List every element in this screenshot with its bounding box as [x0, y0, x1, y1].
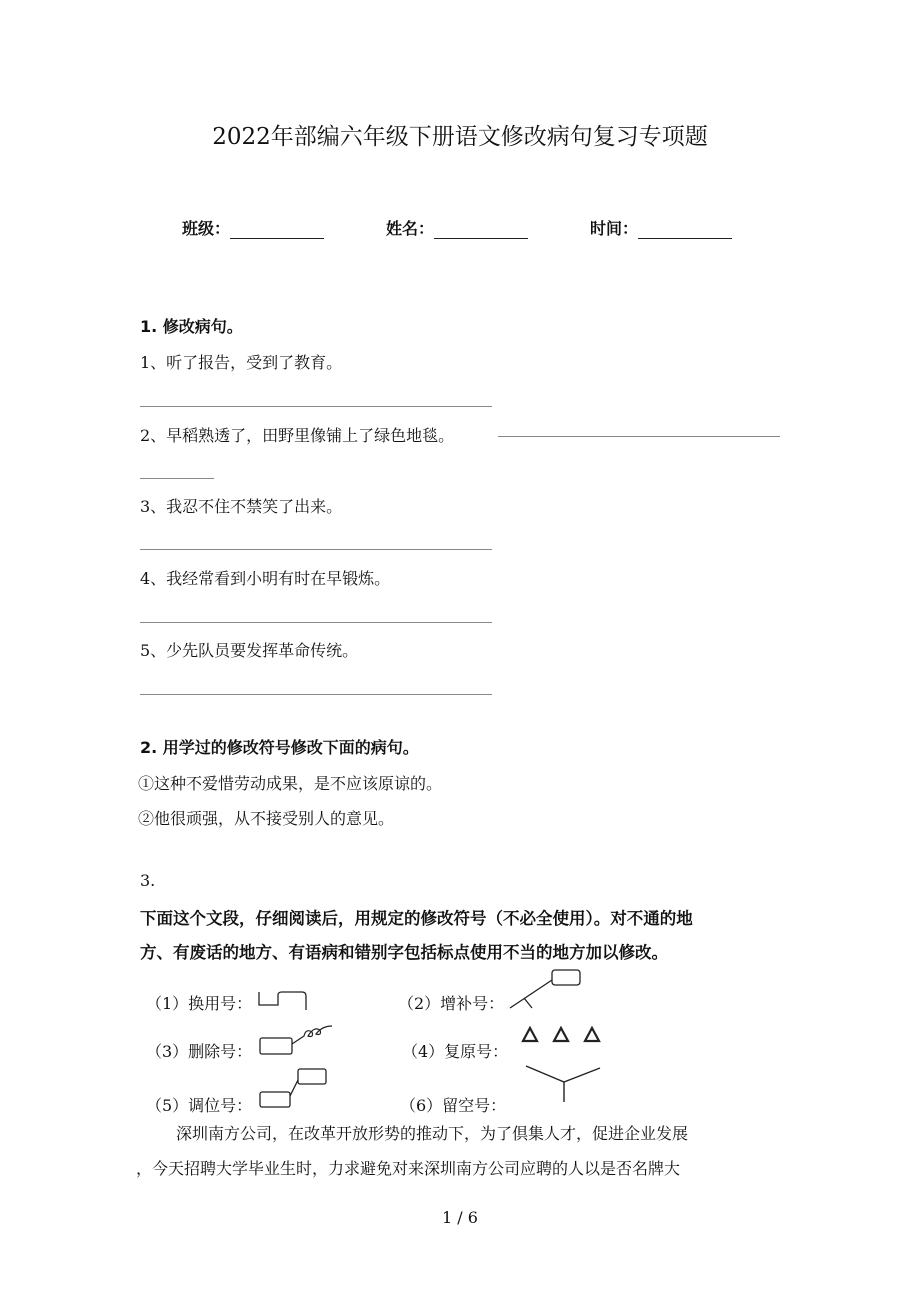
answer-line	[140, 478, 214, 479]
page-number: 1 / 6	[442, 1208, 478, 1227]
class-field	[182, 216, 324, 239]
space-mark-icon	[524, 1064, 604, 1104]
time-blank	[638, 220, 732, 239]
q3-instruction-line-2: 方、有废话的地方、有语病和错别字包括标点使用不当的地方加以修改。	[140, 943, 668, 962]
class-blank	[230, 220, 324, 239]
q1-item-5: 5、少先队员要发挥革命传统。	[140, 641, 359, 660]
q1-item-4: 4、我经常看到小明有时在早锻炼。	[140, 569, 391, 588]
symbol-label-space: （6）留空号：	[400, 1096, 507, 1115]
answer-line	[140, 549, 492, 550]
passage-line-1: 深圳南方公司，在改革开放形势的推动下，为了倶集人才，促进企业发展	[176, 1124, 689, 1143]
q1-heading: 1. 修改病句。	[140, 317, 243, 336]
symbol-label-delete: （3）删除号：	[146, 1042, 253, 1061]
answer-line	[140, 622, 492, 623]
name-blank	[434, 220, 528, 239]
restore-mark-icon	[522, 1025, 604, 1045]
name-label: 姓名：	[386, 219, 435, 238]
answer-line	[498, 436, 780, 437]
q2-item-2: ②他很顽强，从不接受别人的意见。	[138, 809, 395, 828]
q1-item-1: 1、听了报告，受到了教育。	[140, 353, 343, 372]
page-title: 2022年部编六年级下册语文修改病句复习专项题	[212, 124, 708, 150]
q2-item-1: ①这种不爱惜劳动成果，是不应该原谅的。	[138, 774, 443, 793]
name-field	[386, 216, 528, 239]
symbol-label-restore: （4）复原号：	[402, 1042, 509, 1061]
delete-mark-icon	[258, 1022, 336, 1058]
passage-line-2: ，今天招聘大学毕业生时，力求避免对来深圳南方公司应聘的人以是否名牌大	[136, 1159, 681, 1178]
q1-item-3: 3、我忍不住不禁笑了出来。	[140, 497, 343, 516]
q3-number: 3.	[140, 871, 156, 890]
replace-mark-icon	[256, 990, 310, 1012]
q1-item-2: 2、早稻熟透了，田野里像铺上了绿色地毯。	[140, 426, 455, 445]
q3-instruction-line-1: 下面这个文段，仔细阅读后，用规定的修改符号（不必全使用）。对不通的地	[140, 909, 693, 928]
symbol-label-insert: （2）增补号：	[398, 994, 505, 1013]
time-field	[590, 216, 732, 239]
q2-heading: 2. 用学过的修改符号修改下面的病句。	[140, 738, 419, 757]
class-label: 班级：	[182, 219, 231, 238]
answer-line	[140, 406, 492, 407]
symbol-label-replace: （1）换用号：	[146, 994, 253, 1013]
insert-mark-icon	[506, 968, 586, 1012]
swap-mark-icon	[258, 1066, 330, 1110]
symbol-label-swap: （5）调位号：	[146, 1096, 253, 1115]
answer-line	[140, 694, 492, 695]
time-label: 时间：	[590, 219, 639, 238]
